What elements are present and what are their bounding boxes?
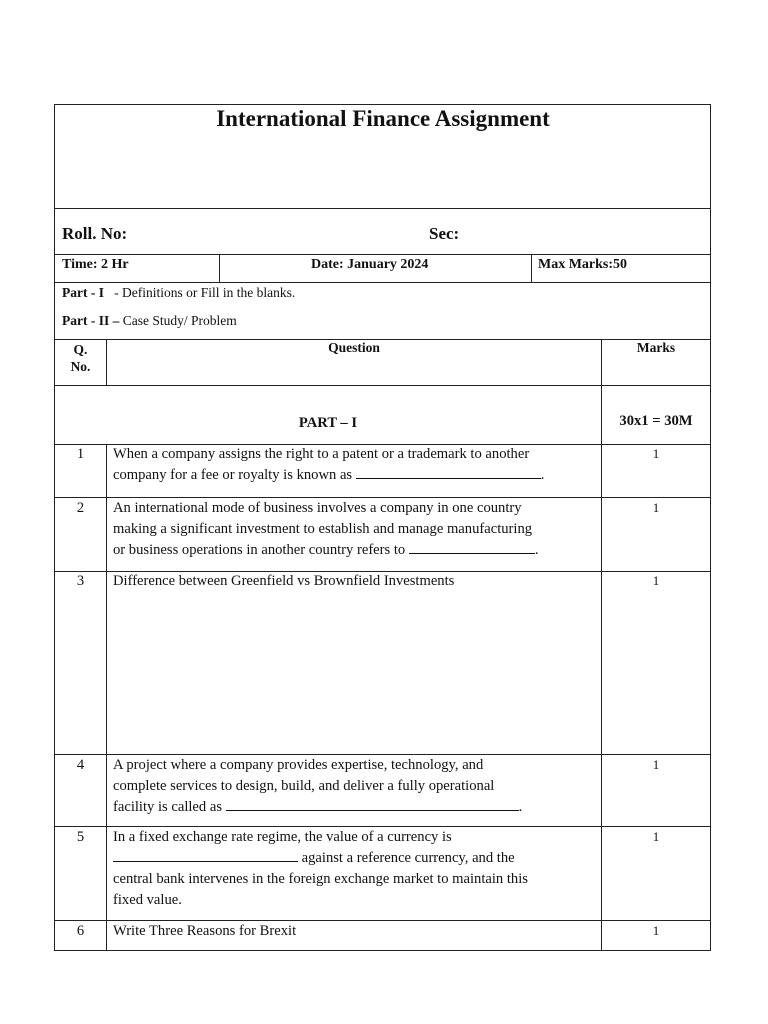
question-text: In a fixed exchange rate regime, the value of a currency is against a reference currency, and the central bank intervenes in the foreign exchange market to maintain this fixed value. — [113, 829, 528, 908]
divider — [54, 282, 711, 283]
question-number: 4 — [76, 757, 85, 773]
date-field: Date: January 2024 — [311, 257, 429, 272]
question-marks: 1 — [652, 757, 660, 772]
question-marks: 1 — [652, 923, 660, 938]
max-marks-field: Max Marks:50 — [538, 257, 628, 272]
question-number: 1 — [76, 446, 85, 462]
question-marks: 1 — [652, 500, 660, 515]
divider — [54, 208, 711, 209]
question-text: Difference between Greenfield vs Brownfield Investments — [113, 573, 455, 589]
divider — [601, 339, 602, 951]
question-number: 3 — [76, 573, 85, 589]
section-label: Sec: — [429, 224, 460, 243]
part-two-description — [62, 313, 237, 329]
col-header-question: Question — [328, 340, 380, 355]
part-one-description — [62, 285, 295, 301]
question-number: 6 — [76, 923, 85, 939]
question-text: Write Three Reasons for Brexit — [113, 923, 297, 939]
time-field: Time: 2 Hr — [62, 257, 129, 272]
question-text: An international mode of business involves a company in one country making a significant investment to establish and manage manufacturing or business operations in another country refers to . — [113, 500, 539, 558]
part-one-label: Part - I — [62, 285, 104, 300]
question-marks: 1 — [652, 573, 660, 588]
part-two-label: Part - II – — [62, 313, 120, 328]
divider — [54, 385, 711, 386]
section-marks: 30x1 = 30M — [619, 413, 693, 429]
part-one-text: - Definitions or Fill in the blanks. — [114, 285, 296, 300]
divider — [106, 444, 107, 951]
part-two-text: Case Study/ Problem — [122, 313, 237, 328]
question-text: A project where a company provides expertise, technology, and complete services to design, build, and deliver a fully operational facility is called as . — [113, 757, 523, 815]
col-header-marks: Marks — [636, 340, 676, 355]
answer-blank[interactable] — [356, 477, 541, 479]
col-header-qno: Q. No. — [70, 342, 91, 374]
question-number: 5 — [76, 829, 85, 845]
question-marks: 1 — [652, 829, 660, 844]
question-number: 2 — [76, 500, 85, 516]
divider — [54, 254, 711, 255]
answer-blank[interactable] — [226, 809, 519, 811]
roll-no-label: Roll. No: — [62, 224, 128, 243]
answer-blank[interactable] — [113, 860, 298, 862]
answer-blank[interactable] — [409, 552, 535, 554]
divider — [531, 254, 532, 282]
divider — [219, 254, 220, 282]
question-text: When a company assigns the right to a patent or a trademark to another company for a fee or royalty is known as . — [113, 446, 545, 483]
question-marks: 1 — [652, 446, 660, 461]
page-title: International Finance Assignment — [216, 106, 550, 131]
section-title: PART – I — [298, 415, 358, 431]
